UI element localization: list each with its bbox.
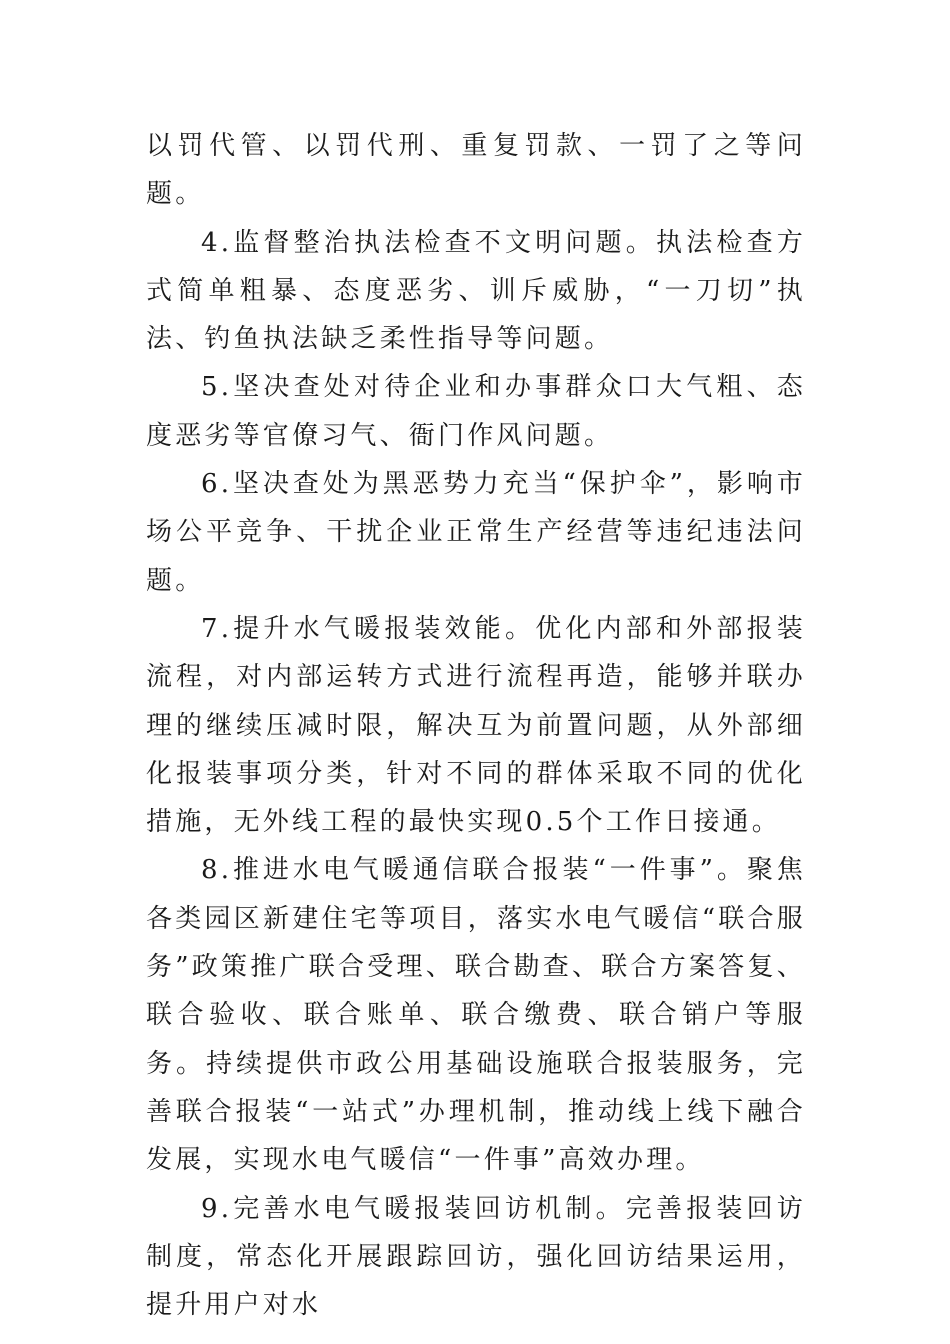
paragraph-item-6: 6.坚决查处为黑恶势力充当“保护伞”，影响市场公平竞争、干扰企业正常生产经营等违纪违法问题。	[146, 469, 806, 596]
paragraph-item-7: 7.提升水气暖报装效能。优化内部和外部报装流程，对内部运转方式进行流程再造，能够并联办理的继续压减时限，解决互为前置问题，从外部细化报装事项分类，针对不同的群体采取不同的优化措施，无外线工程的最快实现0.5个工作日接通。	[146, 613, 806, 838]
paragraph-item-5: 5.坚决查处对待企业和办事群众口大气粗、态度恶劣等官僚习气、衙门作风问题。	[146, 372, 806, 451]
paragraph-item-8: 8.推进水电气暖通信联合报装“一件事”。聚焦各类园区新建住宅等项目，落实水电气暖信“联合服务”政策推广联合受理、联合勘查、联合方案答复、联合验收、联合账单、联合缴费、联合销户等服务。持续提供市政公用基础设施联合报装服务，完善联合报装“一站式”办理机制，推动线上线下融合发展，实现水电气暖信“一件事”高效办理。	[146, 855, 806, 1176]
paragraph-item-4: 4.监督整治执法检查不文明问题。执法检查方式简单粗暴、态度恶劣、训斥威胁，“一刀切”执法、钓鱼执法缺乏柔性指导等问题。	[146, 227, 806, 355]
paragraph-item-9: 9.完善水电气暖报装回访机制。完善报装回访制度，常态化开展跟踪回访，强化回访结果运用，提升用户对水	[146, 1193, 806, 1321]
document-page	[146, 122, 806, 1329]
paragraph-continuation: 以罚代管、以罚代刑、重复罚款、一罚了之等问题。	[146, 131, 806, 210]
